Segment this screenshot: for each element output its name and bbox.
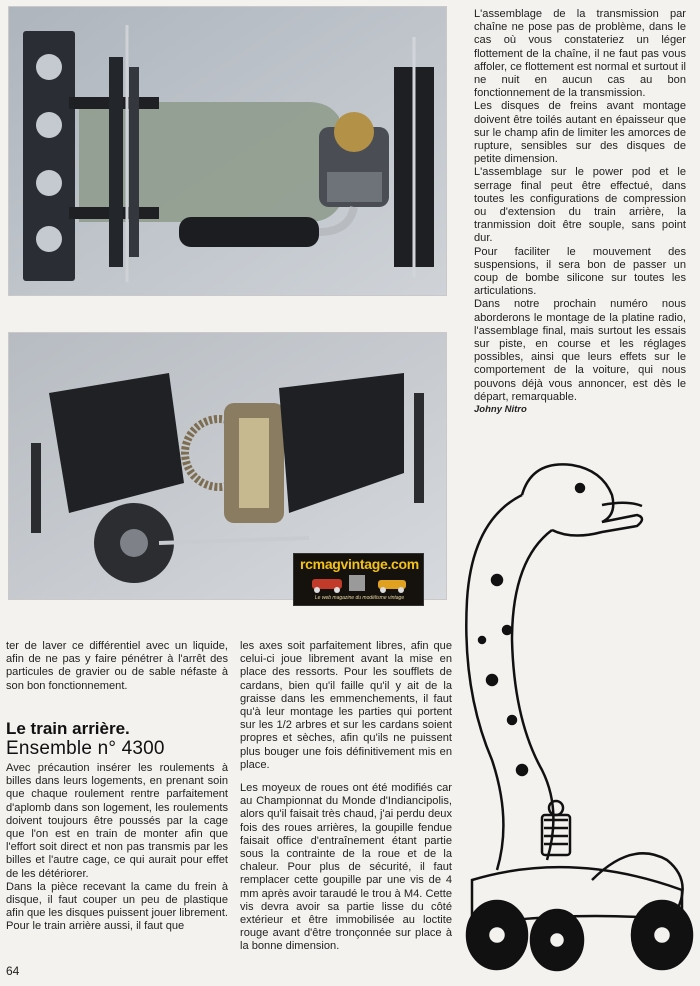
photo-chassis-power-pod xyxy=(8,6,447,296)
author-signature: Johny Nitro xyxy=(474,404,527,415)
left-paragraph: Dans la pièce recevant la came du frein à disque, il faut couper un peu de plastique afin que les disques puissent jouer librement. xyxy=(6,880,229,920)
right-paragraph: Dans notre prochain numéro nous aborderons le montage de la platine radio, l'assemblage final, mais surtout les essais sur piste, en course et les réglages possibles, ainsi que leurs effets sur le comportement de la voiture, qui nous pouvons déjà vous annoncer, est dès le départ, remarquable. xyxy=(474,298,686,403)
site-watermark-logo xyxy=(293,553,424,606)
middle-column xyxy=(240,640,452,954)
right-paragraph: L'assemblage sur le power pod et le serrage final peut être effectué, dans toutes les configurations de compression ou d'extension du train arrière, la tranmission doit être souple, sans point dur. xyxy=(474,166,686,245)
watermark-tagline: Le web magazine du modélisme vintage xyxy=(314,595,405,601)
left-column-body xyxy=(6,762,228,934)
middle-paragraph: les axes soit parfaitement libres, afin que celui-ci joue librement avant la mise en place des ressorts. Pour les soufflets de cardans, bien qu'il faille qu'il y ait de la graisse dans les emmenchements, il faut qu'à leur montage les parties qui portent sur les 1/2 arbres et sur les cardans soient propres et sèches, afin qu'ils ne puissent plus bouger une fois définitivement mis en place. xyxy=(240,640,452,771)
page-number: 64 xyxy=(6,964,20,978)
right-paragraph: Pour faciliter le mouvement des suspensions, il sera bon de passer un coup de bombe silicone sur toutes les articulations. xyxy=(474,245,686,298)
section-subtitle: Ensemble n° 4300 xyxy=(6,738,165,759)
right-paragraph: L'assemblage de la transmission par chaîne ne pose pas de problème, dans le cas où vous constateriez un léger flottement de la chaîne, il ne faut pas vous affoler, ce flottement est normal et surtout il ne nuit en aucun cas au bon fonctionnement de la transmission. xyxy=(474,8,686,100)
chassis-illustration xyxy=(9,7,446,295)
right-column xyxy=(474,8,686,404)
right-paragraph: Les disques de freins avant montage doivent être toilés autant en épaisseur que sur le champ afin de limiter les amorces de rupture, sensibles sur des disques de petite dimension. xyxy=(474,100,686,166)
section-title: Le train arrière. xyxy=(6,719,130,738)
left-paragraph: Pour le train arrière aussi, il faut que xyxy=(6,920,185,933)
section-heading xyxy=(6,720,234,760)
middle-paragraph: Les moyeux de roues ont été modifiés car au Championnat du Monde d'Indiancipolis, alors qu'il faisait très chaud, j'ai perdu deux fois des roues arrières, la goupille fendue faisait office d'entraînement étant partie sous la contrainte de la roue et de la chaleur. Pour plus de sécurité, il faut remplacer cette goupille par une vis de 4 mm après avoir taraudé le trou à M4. Cette vis devra avoir sa partie lisse du côté extérieur et être immobilisée au loctite rouge avant d'être tronçonnée sur place à la bonne dimension. xyxy=(240,782,452,953)
watermark-site-text: rcmagvintage.com xyxy=(300,556,419,572)
car-graphic-icon xyxy=(294,573,425,595)
left-column-intro xyxy=(6,640,228,693)
left-intro-paragraph: ter de laver ce différentiel avec un liquide, afin de ne pas y faire pénétrer à l'arrêt des particules de gravier ou de sable néfaste à son bon fonctionnement. xyxy=(6,640,228,692)
cartoon-snake-illustration xyxy=(452,440,697,980)
left-paragraph: Avec précaution insérer les roulements à billes dans leurs logements, en prenant soin que chaque roulement rentre parfaitement d'aplomb dans son logement, les roulements doivent toujours être poussés par la cage que l'on est en train de monter afin que l'effort soit direct et non pas transmis par les billes et l'autre cage, ce qui aurait pour effet de les détériorer. xyxy=(6,762,228,880)
